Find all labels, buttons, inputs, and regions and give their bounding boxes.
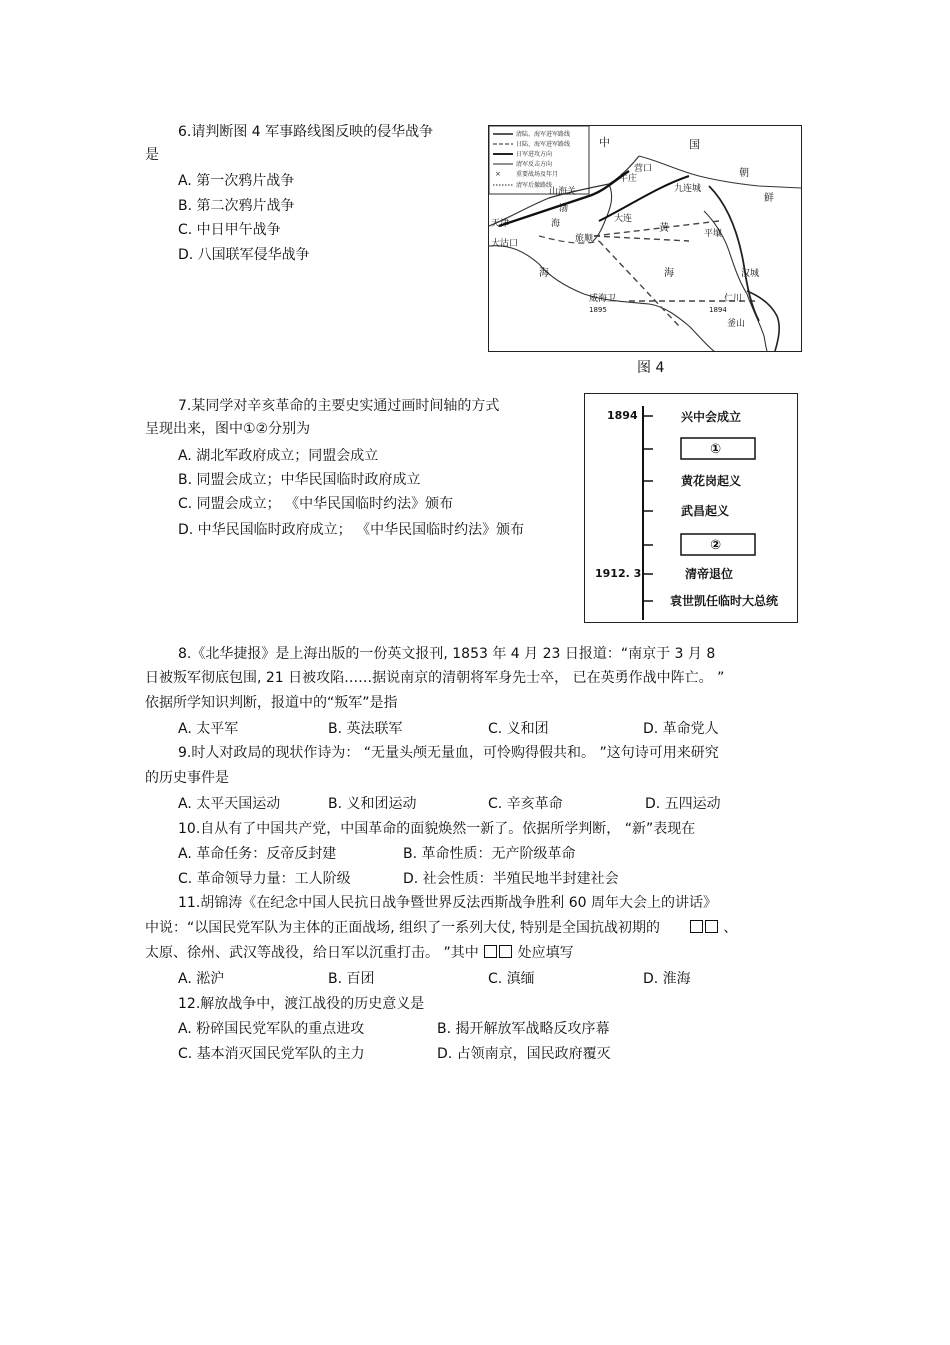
q12-option-c: C. 基本消灭国民党军队的主力 bbox=[178, 1046, 365, 1062]
q9-option-b: B. 义和团运动 bbox=[328, 796, 417, 812]
timeline-event-2: ① bbox=[710, 442, 722, 457]
map-label-1894: 1894 bbox=[709, 306, 727, 314]
route-dashed-3 bbox=[599, 241, 679, 326]
xinhai-timeline bbox=[584, 393, 798, 623]
map-label-xian: 鲜 bbox=[764, 193, 774, 204]
map-label-pingrang: 平壤 bbox=[704, 229, 723, 239]
q6-option-c: C. 中日甲午战争 bbox=[178, 222, 281, 238]
q8-option-c: C. 义和团 bbox=[488, 721, 549, 737]
map-label-bo: 渤 bbox=[559, 204, 569, 214]
q10-option-c: C. 革命领导力量：工人阶级 bbox=[178, 871, 351, 887]
q11-line1: 11.胡锦涛《在纪念中国人民抗日战争暨世界反法西斯战争胜利 60 周年大会上的讲话》 bbox=[178, 895, 717, 911]
legend-text-2: 日陆、海军进军路线 bbox=[516, 141, 571, 148]
blank-square bbox=[484, 945, 497, 958]
map-label-niuzhuang: 牛庄 bbox=[619, 174, 638, 184]
q7-option-b: B. 同盟会成立；中华民国临时政府成立 bbox=[178, 472, 421, 488]
legend-text-3: 日军进攻方向 bbox=[516, 151, 553, 158]
map-label-guo: 国 bbox=[689, 138, 700, 151]
q6-stem-line1: 6.请判断图 4 军事路线图反映的侵华战争 bbox=[178, 124, 434, 140]
q12-line1: 12.解放战争中，渡江战役的历史意义是 bbox=[178, 996, 425, 1012]
q11-option-c: C. 滇缅 bbox=[488, 971, 535, 987]
timeline-event-5: ② bbox=[710, 538, 722, 553]
q12-option-b: B. 揭开解放军战略反攻序幕 bbox=[437, 1021, 610, 1037]
map-label-weihai-year: 1895 bbox=[589, 306, 607, 314]
q11-line3-tail: 处应填写 bbox=[517, 945, 574, 961]
q12-option-d: D. 占领南京，国民政府覆灭 bbox=[437, 1046, 611, 1062]
legend-text-5: 重要战场及年月 bbox=[516, 171, 559, 178]
legend-text-1: 清陆、海军进军路线 bbox=[516, 131, 571, 138]
q9-option-c: C. 辛亥革命 bbox=[488, 796, 563, 812]
q7-stem-line1: 7.某同学对辛亥革命的主要史实通过画时间轴的方式 bbox=[178, 398, 500, 414]
q8-option-d: D. 革命党人 bbox=[643, 721, 719, 737]
map-label-hai: 海 bbox=[664, 268, 674, 279]
q8-option-a: A. 太平军 bbox=[178, 721, 239, 737]
map-label-renchuan: 仁川 bbox=[724, 294, 743, 304]
military-route-map bbox=[488, 125, 802, 352]
q10-option-a: A. 革命任务：反帝反封建 bbox=[178, 846, 337, 862]
q11-option-a: A. 淞沪 bbox=[178, 971, 225, 987]
map-label-weihaiwei: 威海卫 bbox=[589, 294, 617, 304]
q8-line2: 日被叛军彻底包围, 21 日被攻陷……据说南京的清朝将军身先士卒， 已在英勇作战中阵亡。 ” bbox=[145, 670, 725, 686]
q12-option-a: A. 粉碎国民党军队的重点进攻 bbox=[178, 1021, 365, 1037]
legend-cross: × bbox=[495, 170, 501, 178]
timeline-event-6: 清帝退位 bbox=[685, 567, 734, 581]
q9-option-d: D. 五四运动 bbox=[645, 796, 721, 812]
timeline-event-1: 兴中会成立 bbox=[681, 410, 742, 424]
q10-line1: 10.自从有了中国共产党，中国革命的面貌焕然一新了。依据所学判断， “新”表现在 bbox=[178, 821, 696, 837]
map-label-fushan: 釜山 bbox=[727, 319, 746, 329]
q11-line3-text: 太原、徐州、武汉等战役，给日军以沉重打击。 ”其中 bbox=[145, 945, 479, 961]
route-dashed-1 bbox=[594, 236, 689, 241]
q6-option-a: A. 第一次鸦片战争 bbox=[178, 173, 295, 189]
q7-option-a: A. 湖北军政府成立；同盟会成立 bbox=[178, 448, 379, 464]
q11-line2-text: 中说：“以国民党军队为主体的正面战场, 组织了一系列大仗, 特别是全国抗战初期的 bbox=[145, 920, 661, 936]
map-label-china: 中 bbox=[599, 136, 610, 149]
q9-line2: 的历史事件是 bbox=[145, 770, 229, 786]
q9-option-a: A. 太平天国运动 bbox=[178, 796, 281, 812]
map-label-yingkou: 营口 bbox=[634, 164, 653, 174]
timeline-event-3: 黄花岗起义 bbox=[681, 474, 742, 488]
q6-option-b: B. 第二次鸦片战争 bbox=[178, 198, 295, 214]
map-label-jiuliancheng: 九连城 bbox=[674, 184, 702, 194]
q11-line3 bbox=[145, 943, 574, 963]
blank-square bbox=[499, 945, 512, 958]
border-korea bbox=[639, 156, 801, 188]
q11-option-b: B. 百团 bbox=[328, 971, 375, 987]
q8-line3: 依据所学知识判断，报道中的“叛军”是指 bbox=[145, 695, 398, 711]
q6-option-d: D. 八国联军侵华战争 bbox=[178, 247, 310, 263]
q7-option-d: D. 中华民国临时政府成立； 《中华民国临时约法》颁布 bbox=[178, 522, 525, 538]
map-label-lushun: 旅顺 bbox=[575, 234, 594, 244]
q11-line2-punct: 、 bbox=[723, 920, 738, 936]
timeline-year-start: 1894 bbox=[607, 409, 638, 422]
blank-square bbox=[705, 920, 718, 933]
timeline-year-end: 1912. 3 bbox=[595, 567, 642, 580]
figure4-caption: 图 4 bbox=[637, 360, 665, 376]
map-label-tianjin: 天津 bbox=[491, 219, 510, 229]
map-label-bo-hai: 海 bbox=[551, 219, 561, 229]
legend-text-4: 清军反击方向 bbox=[516, 161, 553, 168]
q10-option-d: D. 社会性质：半殖民地半封建社会 bbox=[403, 871, 619, 887]
q8-option-b: B. 英法联军 bbox=[328, 721, 403, 737]
map-label-chao: 朝 bbox=[739, 168, 749, 179]
timeline-event-4: 武昌起义 bbox=[681, 504, 730, 518]
q11-option-d: D. 淮海 bbox=[643, 971, 691, 987]
q8-line1: 8.《北华捷报》是上海出版的一份英文报刊, 1853 年 4 月 23 日报道：“南京于 3 月 8 bbox=[178, 646, 716, 662]
q7-stem-line2: 呈现出来，图中①②分别为 bbox=[145, 421, 311, 437]
map-drawing bbox=[489, 126, 801, 351]
q6-stem-line2: 是 bbox=[145, 147, 159, 163]
q11-line2 bbox=[145, 918, 737, 938]
legend-text-6: 清军后撤路线 bbox=[516, 182, 553, 189]
q9-line1: 9.时人对政局的现状作诗为： “无量头颅无量血，可怜购得假共和。 ”这句诗可用来研究 bbox=[178, 745, 719, 761]
q10-option-b: B. 革命性质：无产阶级革命 bbox=[403, 846, 576, 862]
map-label-huang: 黄 bbox=[659, 223, 669, 234]
map-label-shanhaiguan: 山海关 bbox=[549, 187, 577, 197]
map-label-dalian: 大连 bbox=[614, 214, 633, 224]
map-label-dagukou: 大沽口 bbox=[491, 239, 519, 249]
timeline-drawing bbox=[585, 394, 797, 622]
blank-square bbox=[690, 920, 703, 933]
timeline-event-7: 袁世凯任临时大总统 bbox=[670, 594, 779, 608]
q7-option-c: C. 同盟会成立； 《中华民国临时约法》颁布 bbox=[178, 496, 454, 512]
map-label-hanshan: 汉城 bbox=[741, 269, 760, 279]
route-dashed-2 bbox=[594, 221, 719, 236]
map-label-hai-2: 海 bbox=[539, 268, 549, 279]
